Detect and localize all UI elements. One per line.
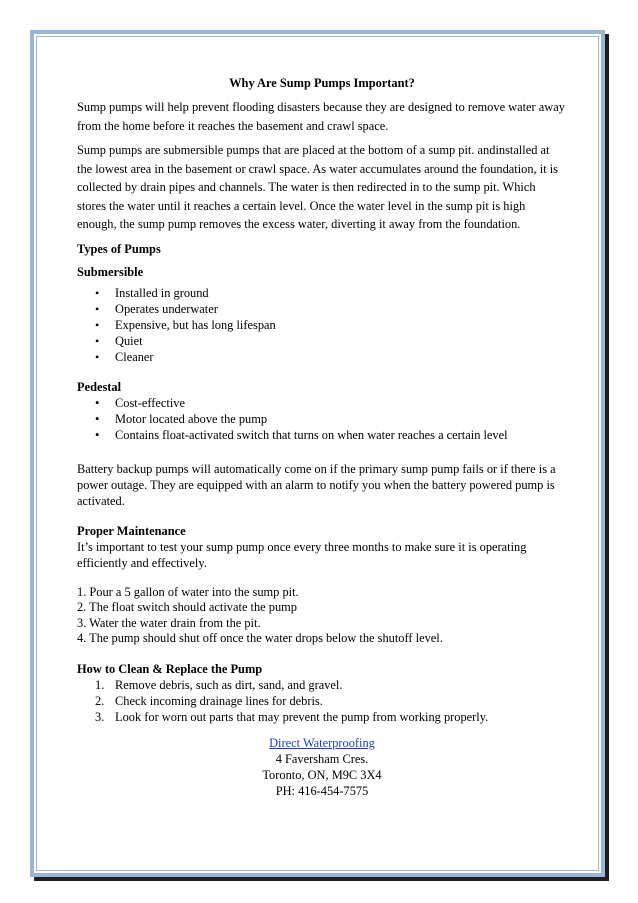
list-item: • Operates underwater — [95, 301, 218, 316]
clean-heading: How to Clean & Replace the Pump — [77, 661, 263, 676]
battery-paragraph: Battery backup pumps will automatically come on if the primary sump pump fails or if there is a power outage. They are equipped with an alarm to notify you when the battery powered pump is activated. — [77, 461, 556, 508]
bullet-icon: • — [95, 349, 100, 364]
list-item: 2. Check incoming drainage lines for debris. — [95, 693, 323, 708]
list-item: • Motor located above the pump — [95, 411, 268, 426]
bullet-icon: • — [95, 411, 100, 426]
address-line-1: 4 Faversham Cres. — [275, 751, 369, 766]
bullet-icon: • — [95, 317, 100, 332]
explanation-paragraph: Sump pumps are submersible pumps that are placed at the bottom of a sump pit. andinstalled at the lowest area in the basement or crawl space. As water accumulates around the foundation, it is collected by drain pipes and channels. The water is then redirected in to the sump pit. Which stores the water until it reaches a certain level. Once the water level in the sump pit is high enough, the sump pump removes the excess water, diverting it away from the foundation. — [77, 143, 559, 231]
list-item: 3. Look for worn out parts that may prevent the pump from working properly. — [95, 709, 489, 724]
bullet-icon: • — [95, 395, 100, 410]
list-item: 4. The pump should shut off once the water drops below the shutoff level. — [77, 631, 443, 645]
maintenance-text: It’s important to test your sump pump once every three months to make sure it is operating efficiently and effectively. — [77, 539, 527, 570]
contact-block — [77, 735, 567, 799]
address-line-2: Toronto, ON, M9C 3X4 — [262, 767, 382, 782]
list-item: 3. Water the water drain from the pit. — [77, 615, 261, 630]
list-item: • Expensive, but has long lifespan — [95, 317, 276, 332]
maintenance-steps — [77, 585, 567, 647]
list-item: • Cost-effective — [95, 395, 185, 410]
list-item: 1. Pour a 5 gallon of water into the sump pit. — [77, 584, 299, 599]
maintenance-heading: Proper Maintenance — [77, 523, 186, 538]
intro-paragraph: Sump pumps will help prevent flooding disasters because they are designed to remove water away from the home before it reaches the basement and crawl space. — [77, 100, 565, 133]
bullet-icon: • — [95, 333, 100, 348]
clean-list — [77, 677, 567, 725]
bullet-icon: • — [95, 427, 100, 442]
company-link[interactable]: Direct Waterproofing — [269, 735, 375, 750]
types-heading: Types of Pumps — [77, 241, 161, 256]
list-item: • Cleaner — [95, 349, 154, 364]
list-item: • Contains float-activated switch that turns on when water reaches a certain level — [95, 427, 508, 442]
phone-number: PH: 416-454-7575 — [275, 783, 369, 798]
list-item: • Installed in ground — [95, 285, 209, 300]
list-item: 1. Remove debris, such as dirt, sand, and gravel. — [95, 677, 343, 692]
document-title: Why Are Sump Pumps Important? — [229, 76, 415, 90]
pedestal-heading: Pedestal — [77, 379, 122, 394]
list-item: 2. The float switch should activate the pump — [77, 600, 298, 614]
submersible-heading: Submersible — [77, 264, 144, 279]
bullet-icon: • — [95, 285, 100, 300]
submersible-list — [77, 285, 567, 365]
pedestal-list — [77, 395, 567, 443]
document-body — [77, 74, 567, 799]
list-item: • Quiet — [95, 333, 143, 348]
bullet-icon: • — [95, 301, 100, 316]
